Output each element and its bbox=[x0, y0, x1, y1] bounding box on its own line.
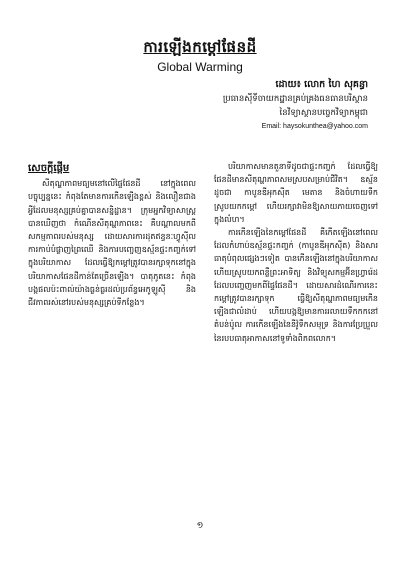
article-subtitle: Global Warming bbox=[157, 60, 243, 74]
author-email: Email: haysokunthea@yahoo.com bbox=[261, 123, 368, 130]
right-paragraph-1: បរិយាកាសមានតួនាទីដូចជាផ្ទះកញ្ចក់ ដែលធ្វើឱ្យផែនដីមានសីតុណ្ហភាពសមស្របសម្រាប់ជីវិត។ ឧស្ម័នដូចជា កាបូនឌីអុកស៊ីត មេតាន និងចំហាយទឹក ស្រូបយកកម្តៅ ហើយរក្សាវាមិនឱ្យសាយភាយចេញទៅក្នុងលំហ។ bbox=[214, 162, 378, 224]
author-name: ដោយ៖ លោក ហៃ សុគន្ធា bbox=[275, 79, 368, 90]
author-affiliation-line1: ប្រធានស៊ីទីចាយកដ្ឋានគ្រប់គ្រងធនធានបរិស្ថាន bbox=[222, 94, 368, 104]
byline bbox=[223, 78, 368, 134]
left-paragraph: សីតុណ្ហភាពមធ្យមនៅលើផ្ទៃផែនដី នៅក្នុងពេលបច្ចុប្បន្ននេះ កំពុងតែមានការកើនឡើងខ្ពស់ និងលឿនជាងអ្វីដែលមនុស្សគ្រប់គ្នាបានសន្និដ្ឋាន។ ក្រុមអ្នកវិទ្យាសាស្ត្របានឃើញថា កំណើនសីតុណ្ហភាពនេះ គឺបណ្តាលមកពីសកម្មភាពរបស់មនុស្ស ដោយសារការដុតឥន្ធនៈហ្វូស៊ីល ការកាប់បំផ្លាញព្រៃឈើ និងការបញ្ចេញឧស្ម័នផ្ទះកញ្ចក់ទៅក្នុងបរិយាកាស ដែលធ្វើឱ្យកម្តៅត្រូវបានរក្សាទុកនៅក្នុងបរិយាកាសផែនដីកាន់តែច្រើនឡើង។ បាតុភូតនេះ កំពុងបង្កផលប៉ះពាល់យ៉ាងធ្ងន់ធ្ងរដល់ប្រព័ន្ធអេកូឡូស៊ី និងជីវភាពរស់នៅរបស់មនុស្សគ្រប់ទីកន្លែង។ bbox=[28, 179, 196, 308]
left-column bbox=[28, 162, 196, 309]
right-column bbox=[214, 160, 378, 345]
article-title: ការឡើងកម្តៅផែនដី bbox=[143, 38, 257, 56]
author-affiliation-line2: នៃវិទ្យាស្ថានបច្ចេកវិទ្យាកម្ពុជា bbox=[279, 108, 368, 118]
page-number: ១ bbox=[196, 521, 204, 531]
right-paragraph-2: ការកើនឡើងនៃកម្តៅផែនដី គឺកើតឡើងនៅពេលដែលកំហាប់ឧស្ម័នផ្ទះកញ្ចក់ (កាបូនឌីអុកស៊ីត) និងសារធាតុបំពុលផ្សេងៗទៀត បានកើនឡើងនៅក្នុងបរិយាកាស ហើយស្រូបយកពន្លឺព្រះអាទិត្យ និងវិទ្យុសកម្មអ៊ីនហ្វ្រារ៉េដ ដែលបញ្ចេញមកពីផ្ទៃផែនដី។ ដោយសារដំណើរការនេះ កម្តៅត្រូវបានរក្សាទុក ធ្វើឱ្យសីតុណ្ហភាពមធ្យមកើនឡើងជាលំដាប់ ហើយបង្កឱ្យមានការរលាយទឹកកកនៅតំបន់ប៉ូល ការកើនឡើងនៃនីវ៉ូទឹកសមុទ្រ និងការប្រែប្រួលនៃរបបធាតុអាកាសនៅទូទាំងពិភពលោក។ bbox=[214, 228, 378, 343]
section-heading: សេចក្តីផ្តើម bbox=[28, 163, 70, 174]
